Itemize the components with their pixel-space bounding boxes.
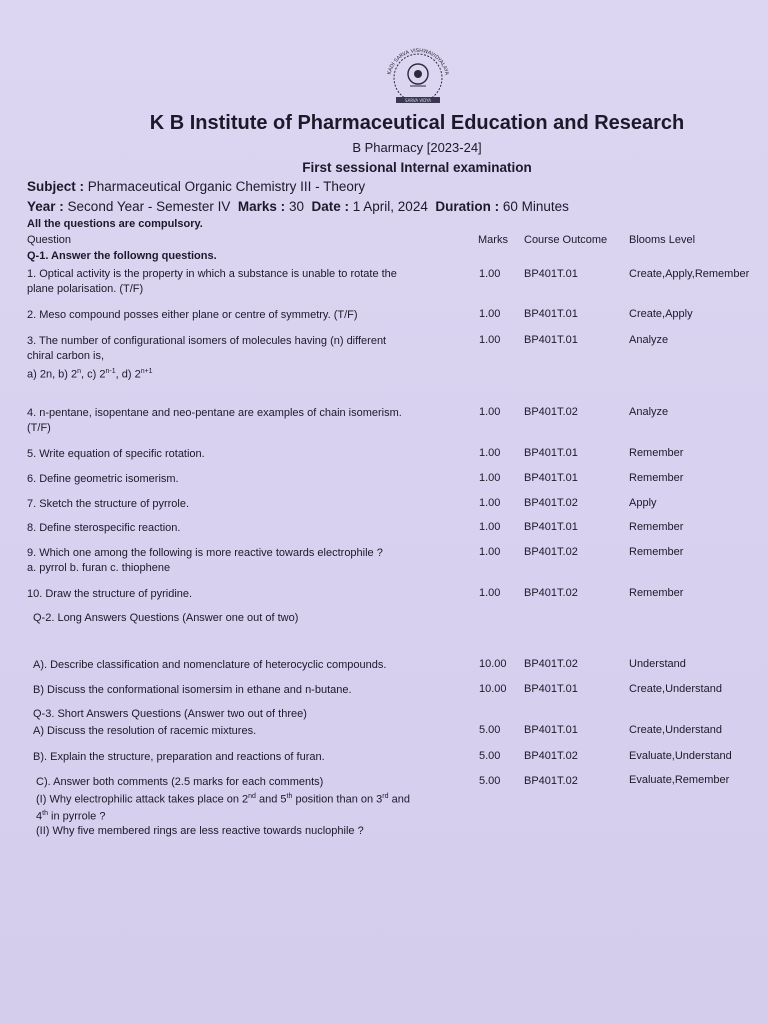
- question-3-a: A) Discuss the resolution of racemic mixtures.: [33, 725, 257, 737]
- marks-2-a: 10.00: [479, 658, 507, 670]
- subject-line: [27, 179, 365, 194]
- question-3-c: C). Answer both comments (2.5 marks for each comments) (I) Why electrophilic attack takes place on 2nd and 5th position than on 3rd and 4th in pyrrole ? (II) Why five membered rings are less reactive towards nuclophile ?: [36, 776, 410, 837]
- marks-1-8: 1.00: [479, 521, 501, 533]
- duration-label: Duration :: [435, 199, 500, 214]
- marks-1-4: 1.00: [479, 406, 501, 418]
- marks-value: 30: [288, 199, 304, 214]
- co-1-10: BP401T.02: [524, 587, 578, 599]
- co-1-8: BP401T.01: [524, 521, 578, 533]
- question-2-a: A). Describe classification and nomenclature of heterocyclic compounds.: [33, 659, 387, 671]
- co-1-4: BP401T.02: [524, 406, 578, 418]
- co-1-6: BP401T.01: [524, 472, 578, 484]
- program: B Pharmacy [2023-24]: [352, 140, 482, 155]
- question-3-c-part-1-cont: 4th in pyrrole ?: [36, 809, 106, 823]
- blooms-1-8: Remember: [629, 521, 684, 533]
- marks-3-a: 5.00: [479, 724, 501, 736]
- instruction: All the questions are compulsory.: [27, 218, 203, 230]
- blooms-1-4: Analyze: [629, 406, 669, 418]
- question-1-10: 10. Draw the structure of pyridine.: [27, 588, 193, 600]
- marks-1-2: 1.00: [479, 308, 501, 320]
- header-course-outcome: Course Outcome: [524, 234, 608, 246]
- blooms-2-b: Create,Understand: [629, 683, 722, 695]
- svg-text:KADI SARVA VISHWAVIDYALAYA: KADI SARVA VISHWAVIDYALAYA: [386, 47, 450, 76]
- question-1-9: 9. Which one among the following is more reactive towards electrophile ? a. pyrrol b. furan c. thiophene: [27, 547, 383, 574]
- question-2-b: B) Discuss the conformational isomersim in ethane and n-butane.: [33, 684, 352, 696]
- marks-1-6: 1.00: [479, 472, 501, 484]
- blooms-1-5: Remember: [629, 447, 684, 459]
- question-1-3: 3. The number of configurational isomers of molecules having (n) different chiral carbon is, a) 2n, b) 2$^n$, c) 2$^{n-1}$, d) $2^{n+1}$: [27, 335, 387, 381]
- co-3-b: BP401T.02: [524, 750, 578, 762]
- co-1-5: BP401T.01: [524, 447, 578, 459]
- section-q1-title: Q-1. Answer the followng questions.: [27, 250, 217, 262]
- svg-text:SARVA VIDYA: SARVA VIDYA: [404, 98, 432, 103]
- duration-value: 60 Minutes: [502, 199, 569, 214]
- section-q3-title: Q-3. Short Answers Questions (Answer two out of three): [33, 708, 307, 720]
- blooms-3-c: Evaluate,Remember: [629, 774, 730, 786]
- marks-1-7: 1.00: [479, 497, 501, 509]
- blooms-1-3: Analyze: [629, 334, 669, 346]
- question-3-c-part-2: (II) Why five membered rings are less reactive towards nuclophile ?: [36, 824, 364, 837]
- institute-name: K B Institute of Pharmaceutical Education and Research: [149, 112, 685, 134]
- blooms-1-7: Apply: [629, 497, 657, 509]
- marks-1-1: 1.00: [479, 268, 501, 280]
- year-line: [27, 199, 569, 214]
- marks-1-9: 1.00: [479, 546, 501, 558]
- blooms-3-b: Evaluate,Understand: [629, 750, 732, 762]
- blooms-1-6: Remember: [629, 472, 684, 484]
- question-1-2: 2. Meso compound posses either plane or centre of symmetry. (T/F): [27, 309, 358, 321]
- blooms-3-a: Create,Understand: [629, 724, 722, 736]
- subject-value: Pharmaceutical Organic Chemistry III - Theory: [87, 179, 366, 194]
- marks-1-3: 1.00: [479, 334, 501, 346]
- blooms-1-10: Remember: [629, 587, 684, 599]
- co-3-c: BP401T.02: [524, 775, 578, 787]
- question-1-5: 5. Write equation of specific rotation.: [27, 448, 205, 460]
- marks-label: Marks :: [237, 199, 286, 214]
- co-2-a: BP401T.02: [524, 658, 578, 670]
- date-value: 1 April, 2024: [352, 199, 428, 214]
- year-label: Year :: [27, 199, 64, 214]
- co-3-a: BP401T.01: [524, 724, 578, 736]
- blooms-2-a: Understand: [629, 658, 686, 670]
- question-3-b: B). Explain the structure, preparation and reactions of furan.: [33, 751, 325, 763]
- marks-3-c: 5.00: [479, 775, 501, 787]
- institute-logo: [376, 44, 460, 106]
- header-marks: Marks: [478, 234, 508, 246]
- marks-1-5: 1.00: [479, 447, 501, 459]
- question-3-c-part-1: (I) Why electrophilic attack takes place on 2nd and 5th position than on 3rd and: [36, 792, 410, 806]
- question-1-4: 4. n-pentane, isopentane and neo-pentane are examples of chain isomerism. (T/F): [27, 407, 402, 434]
- date-label: Date :: [311, 199, 350, 214]
- co-1-2: BP401T.01: [524, 308, 578, 320]
- exam-title: First sessional Internal examination: [302, 160, 532, 175]
- header-blooms-level: Blooms Level: [629, 234, 696, 246]
- co-1-9: BP401T.02: [524, 546, 578, 558]
- header-question: Question: [27, 234, 72, 246]
- section-q2-title: Q-2. Long Answers Questions (Answer one out of two): [33, 612, 299, 624]
- question-1-6: 6. Define geometric isomerism.: [27, 473, 179, 485]
- blooms-1-1: Create,Apply,Remember: [629, 268, 750, 280]
- blooms-1-2: Create,Apply: [629, 308, 693, 320]
- question-1-7: 7. Sketch the structure of pyrrole.: [27, 498, 190, 510]
- blooms-1-9: Remember: [629, 546, 684, 558]
- co-2-b: BP401T.01: [524, 683, 578, 695]
- co-1-1: BP401T.01: [524, 268, 578, 280]
- question-1-1: 1. Optical activity is the property in which a substance is unable to rotate the plane polarisation. (T/F): [27, 268, 397, 295]
- question-1-3-options: a) 2n, b) 2$^n$, c) 2$^{n-1}$, d) $2^{n+1}$: [27, 368, 153, 381]
- subject-label: Subject :: [27, 179, 85, 194]
- marks-3-b: 5.00: [479, 750, 501, 762]
- co-1-7: BP401T.02: [524, 497, 578, 509]
- marks-1-10: 1.00: [479, 587, 501, 599]
- question-1-8: 8. Define sterospecific reaction.: [27, 522, 181, 534]
- marks-2-b: 10.00: [479, 683, 507, 695]
- co-1-3: BP401T.01: [524, 334, 578, 346]
- year-value: Second Year - Semester IV: [67, 199, 231, 214]
